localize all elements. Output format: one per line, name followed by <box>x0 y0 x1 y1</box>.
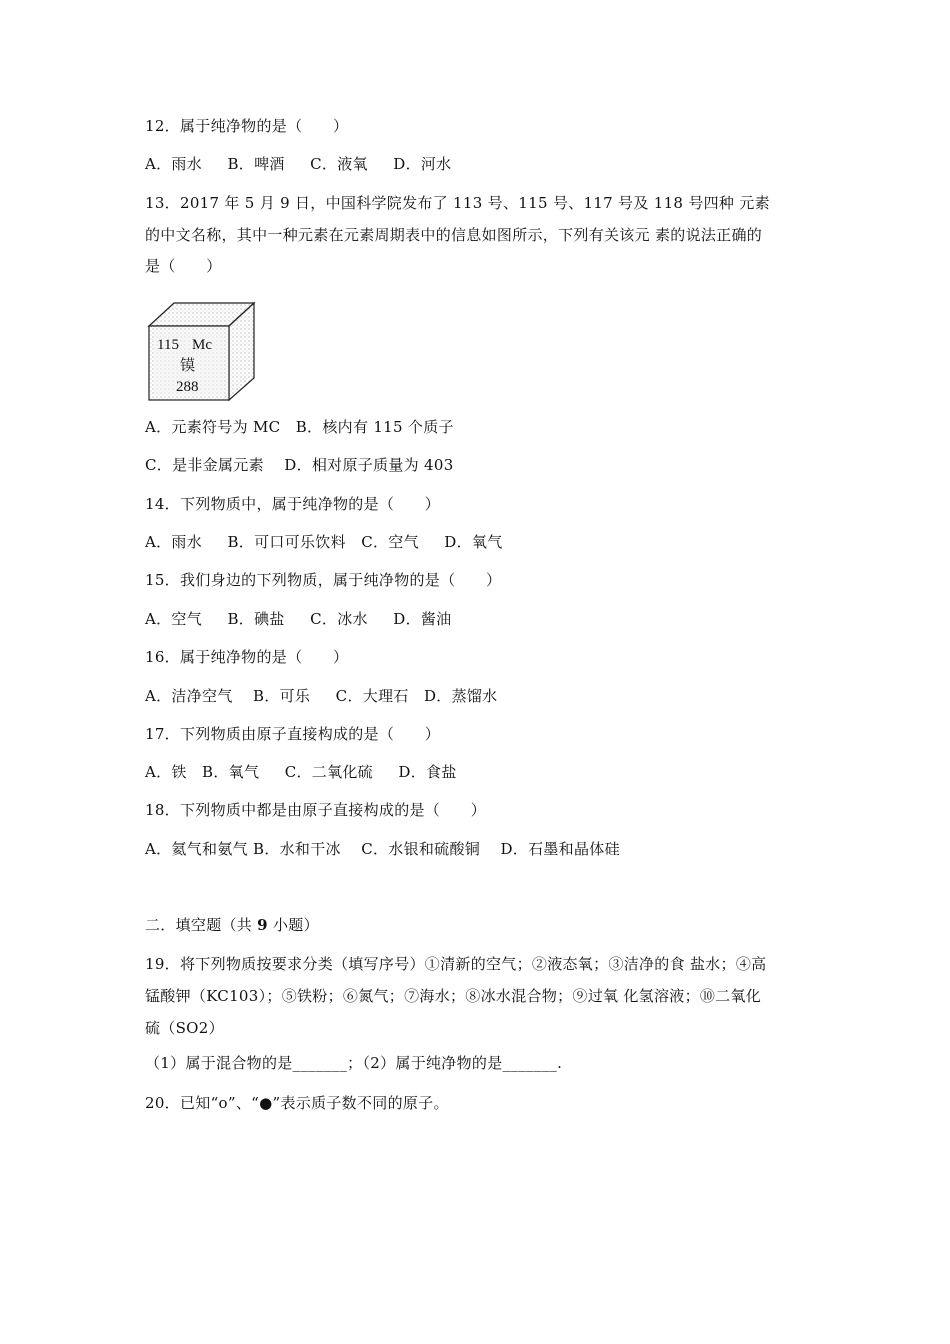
q18-stem: 18．下列物质中都是由原子直接构成的是（ ） <box>145 801 486 819</box>
q20-stem: 20．已知“o”、“●”表示质子数不同的原子。 <box>145 1094 449 1112</box>
section-heading <box>145 915 319 935</box>
q19-subquestions: （1）属于混合物的是_______；（2）属于纯净物的是_______. <box>145 1054 563 1072</box>
element-mass: 288 <box>176 379 199 395</box>
q16-options: A．洁净空气 B．可乐 C．大理石 D．蒸馏水 <box>145 687 498 705</box>
q18-options: A．氦气和氨气 B．水和干冰 C．水银和硫酸铜 D．石墨和晶体硅 <box>145 840 620 858</box>
q14-options: A．雨水 B．可口可乐饮料 C．空气 D．氧气 <box>145 533 503 551</box>
q12-options: A．雨水 B．啤酒 C．液氧 D．河水 <box>145 155 452 173</box>
element-symbol: Mc <box>192 337 212 353</box>
q19-stem-line1: 19．将下列物质按要求分类（填写序号）①清新的空气；②液态氧；③洁净的食 盐水；④高 <box>145 955 767 973</box>
q12-stem: 12．属于纯净物的是（ ） <box>145 117 349 135</box>
q14-stem: 14．下列物质中，属于纯净物的是（ ） <box>145 495 441 513</box>
q19-stem-line3: 硫（SO2） <box>145 1019 224 1037</box>
q13-stem-line3: 是（ ） <box>145 257 222 275</box>
section-heading-prefix: 二．填空题（共 <box>145 916 258 934</box>
q13-stem-line2: 的中文名称，其中一种元素在元素周期表中的信息如图所示，下列有关该元 素的说法正确的 <box>145 226 763 244</box>
q13-stem-line1: 13．2017 年 5 月 9 日，中国科学院发布了 113 号、115 号、117 号及 118 号四种 元素 <box>145 194 770 212</box>
q17-stem: 17．下列物质由原子直接构成的是（ ） <box>145 725 441 743</box>
q13-options-line2: C．是非金属元素 D．相对原子质量为 403 <box>145 456 454 474</box>
q16-stem: 16．属于纯净物的是（ ） <box>145 648 349 666</box>
element-cube-figure <box>140 300 260 405</box>
section-heading-count: 9 <box>257 916 268 934</box>
q13-options-line1: A．元素符号为 MC B．核内有 115 个质子 <box>145 418 454 436</box>
q15-stem: 15．我们身边的下列物质，属于纯净物的是（ ） <box>145 571 502 589</box>
q19-stem-line2: 锰酸钾（KC103）；⑤铁粉；⑥氮气；⑦海水；⑧冰水混合物；⑨过氧 化氢溶液；⑩二氧化 <box>145 987 762 1005</box>
element-number: 115 <box>157 337 179 353</box>
q15-options: A．空气 B．碘盐 C．冰水 D．酱油 <box>145 610 452 628</box>
section-heading-suffix: 小题） <box>267 916 319 934</box>
element-name: 镆 <box>180 356 196 374</box>
q17-options: A．铁 B．氧气 C．二氧化硫 D．食盐 <box>145 763 457 781</box>
